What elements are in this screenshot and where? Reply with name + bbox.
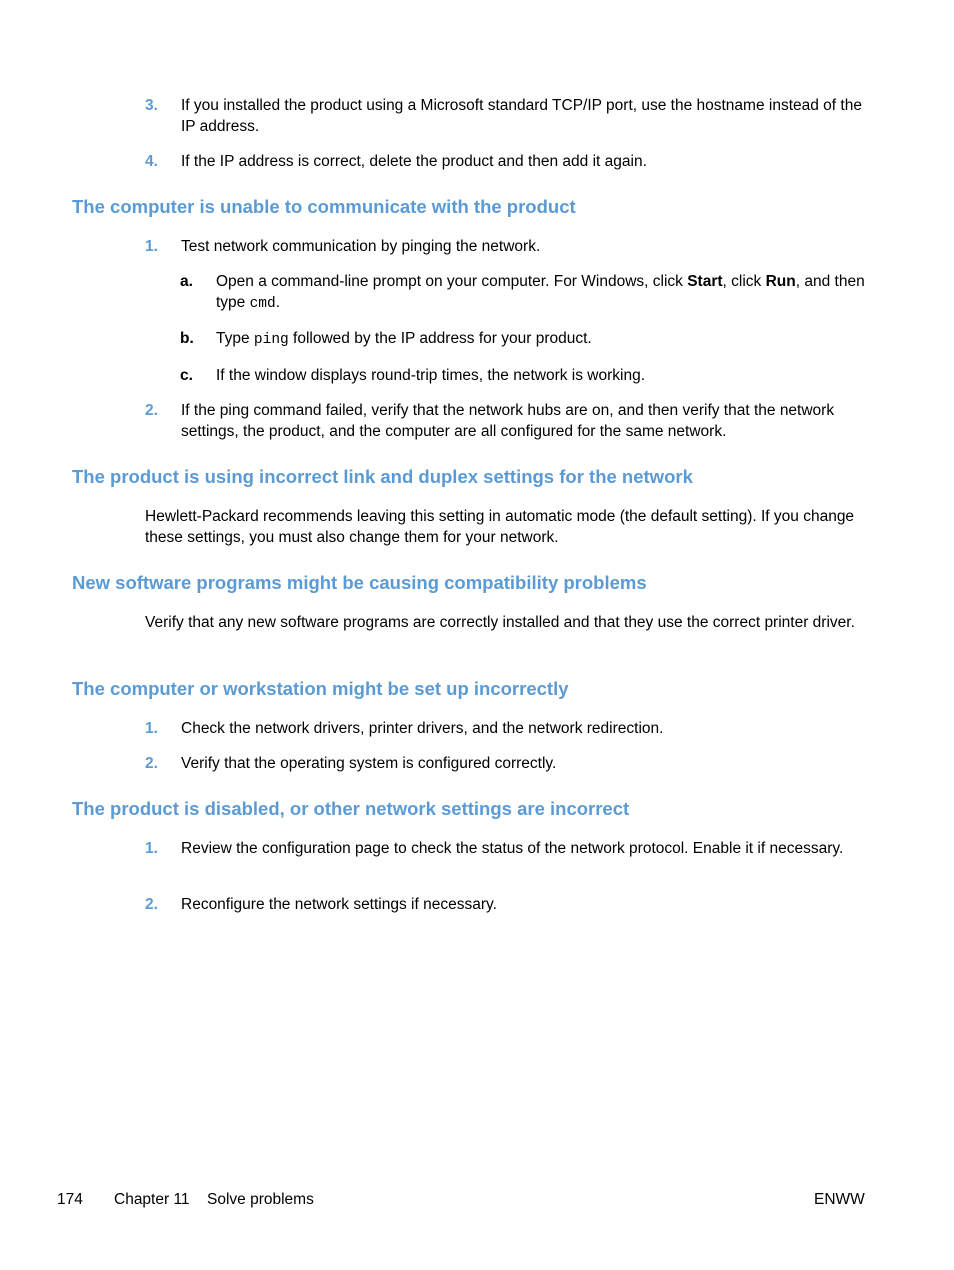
footer-chapter-title: Solve problems xyxy=(207,1191,314,1208)
list-number: 2. xyxy=(145,402,158,419)
list-text: If you installed the product using a Microsoft standard TCP/IP port, use the hostname instead of the IP address. xyxy=(181,97,862,135)
list-item xyxy=(145,894,865,915)
run-command: Run xyxy=(765,273,796,290)
sub-list-item xyxy=(180,328,865,351)
sub-list-letter: b. xyxy=(180,330,194,347)
list-text: Test network communication by pinging the network. xyxy=(181,238,541,255)
list-number: 4. xyxy=(145,153,158,170)
sub-list-item xyxy=(180,365,865,386)
list-number: 1. xyxy=(145,720,158,737)
list-number: 3. xyxy=(145,97,158,114)
list-item xyxy=(145,838,865,859)
list-text: If the IP address is correct, delete the product and then add it again. xyxy=(181,153,647,170)
code-ping: ping xyxy=(253,332,289,348)
list-text: Verify that the operating system is configured correctly. xyxy=(181,755,557,772)
paragraph: Verify that any new software programs are correctly installed and that they use the correct printer driver. xyxy=(145,614,855,631)
sub-list-letter: a. xyxy=(180,273,193,290)
code-cmd: cmd xyxy=(249,296,276,312)
list-text: Check the network drivers, printer drivers, and the network redirection. xyxy=(181,720,664,737)
section-heading: The computer is unable to communicate with the product xyxy=(72,196,576,217)
list-item xyxy=(145,718,865,739)
list-number: 2. xyxy=(145,896,158,913)
list-number: 1. xyxy=(145,238,158,255)
sub-list-text: If the window displays round-trip times, the network is working. xyxy=(216,367,646,384)
list-item xyxy=(145,95,865,137)
list-item xyxy=(145,151,865,172)
section-heading: The product is disabled, or other network settings are incorrect xyxy=(72,798,630,819)
list-text: Review the configuration page to check the status of the network protocol. Enable it if necessary. xyxy=(181,840,844,857)
sub-list-letter: c. xyxy=(180,367,193,384)
list-item xyxy=(145,236,865,257)
section-heading: The product is using incorrect link and duplex settings for the network xyxy=(72,466,693,487)
section-heading: New software programs might be causing compatibility problems xyxy=(72,572,647,593)
list-text: If the ping command failed, verify that the network hubs are on, and then verify that the network settings, the product, and the computer are all configured for the same network. xyxy=(181,402,835,440)
list-item xyxy=(145,400,865,442)
list-item xyxy=(145,753,865,774)
sub-list-text: Type ping followed by the IP address for your product. xyxy=(216,330,592,348)
list-number: 1. xyxy=(145,840,158,857)
page-number: 174 xyxy=(57,1191,83,1208)
footer-chapter: Chapter 11 xyxy=(114,1191,190,1208)
start-command: Start xyxy=(687,273,723,290)
footer-locale: ENWW xyxy=(814,1191,865,1208)
paragraph: Hewlett-Packard recommends leaving this setting in automatic mode (the default setting). If you change these settings, you must also change them for your network. xyxy=(145,508,855,546)
section-heading: The computer or workstation might be set up incorrectly xyxy=(72,678,569,699)
list-number: 2. xyxy=(145,755,158,772)
sub-list-item xyxy=(180,271,865,315)
sub-list-text: Open a command-line prompt on your computer. For Windows, click Start, click Run, and then type cmd. xyxy=(216,273,865,312)
list-text: Reconfigure the network settings if necessary. xyxy=(181,896,497,913)
